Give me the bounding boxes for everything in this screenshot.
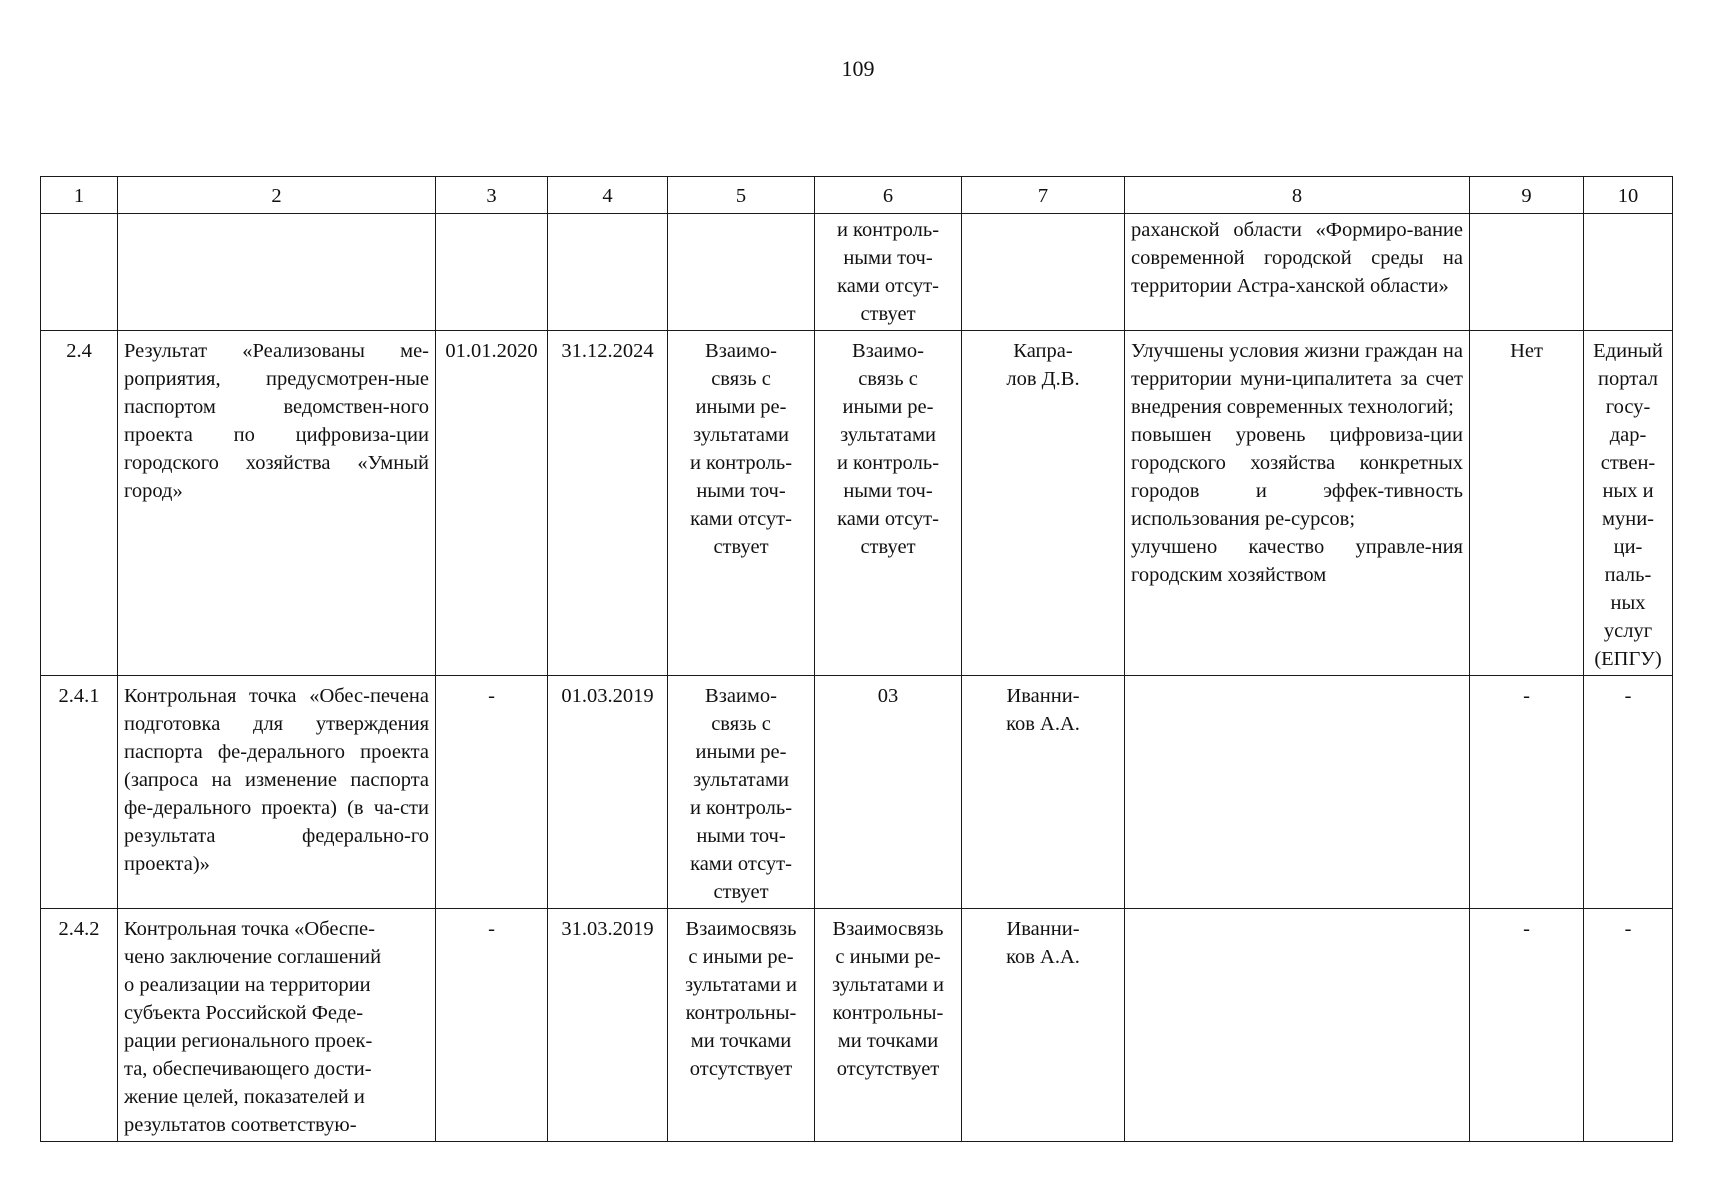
row-start-date: 01.01.2020	[436, 331, 548, 676]
row-start-date: -	[436, 676, 548, 909]
table-row	[41, 909, 1673, 1142]
row-col5: Взаимосвязь с иными ре- зультатами и контрольны- ми точками отсутствует	[668, 909, 815, 1142]
page-number: 109	[841, 56, 875, 81]
row-responsible: Иванни- ков А.А.	[962, 909, 1125, 1142]
row-responsible: Капра- лов Д.В.	[962, 331, 1125, 676]
column-number: 7	[962, 177, 1125, 214]
row-id	[41, 214, 118, 331]
row-col5: Взаимо- связь с иными ре- зультатами и контроль- ными точ- ками отсут- ствует	[668, 331, 815, 676]
row-id: 2.4.2	[41, 909, 118, 1142]
row-col6: Взаимосвязь с иными ре- зультатами и контрольны- ми точками отсутствует	[815, 909, 962, 1142]
column-number: 8	[1125, 177, 1470, 214]
column-number: 2	[118, 177, 436, 214]
row-name: Контрольная точка «Обеспе- чено заключение соглашений о реализации на территории субъекта Российской Феде- рации регионального проек- та, обеспечивающего дости- жение целей, показателей и результатов соответствую-	[118, 909, 436, 1142]
row-col9	[1470, 214, 1584, 331]
row-col10	[1584, 214, 1673, 331]
row-col6: Взаимо- связь с иными ре- зультатами и контроль- ными точ- ками отсут- ствует	[815, 331, 962, 676]
row-col9: -	[1470, 676, 1584, 909]
row-start-date: -	[436, 909, 548, 1142]
row-col5	[668, 214, 815, 331]
row-id: 2.4.1	[41, 676, 118, 909]
column-number: 6	[815, 177, 962, 214]
column-number: 9	[1470, 177, 1584, 214]
row-col10: -	[1584, 676, 1673, 909]
row-col8: раханской области «Формиро-вание современной городской среды на территории Астра-ханской области»	[1125, 214, 1470, 331]
column-number: 3	[436, 177, 548, 214]
row-col9: -	[1470, 909, 1584, 1142]
table-row	[41, 676, 1673, 909]
row-name: Контрольная точка «Обес-печена подготовка для утверждения паспорта фе-дерального проекта (запроса на изменение паспорта фе-дерального проекта) (в ча-сти результата федерально-го проекта)»	[118, 676, 436, 909]
plan-table	[40, 176, 1673, 1142]
row-col8	[1125, 909, 1470, 1142]
column-number: 4	[548, 177, 668, 214]
row-col8: Улучшены условия жизни граждан на территории муни-ципалитета за счет внедрения современных технологий; повышен уровень цифровиза-ции городского хозяйства конкретных городов и эффек-тивность использования ре-сурсов; улучшено качество управле-ния городским хозяйством	[1125, 331, 1470, 676]
table-row	[41, 214, 1673, 331]
row-name	[118, 214, 436, 331]
row-col10: Единый портал госу- дар- ствен- ных и муни- ци- паль- ных услуг (ЕПГУ)	[1584, 331, 1673, 676]
row-col5: Взаимо- связь с иными ре- зультатами и контроль- ными точ- ками отсут- ствует	[668, 676, 815, 909]
row-responsible	[962, 214, 1125, 331]
row-end-date	[548, 214, 668, 331]
row-end-date: 01.03.2019	[548, 676, 668, 909]
row-end-date: 31.03.2019	[548, 909, 668, 1142]
row-id: 2.4	[41, 331, 118, 676]
row-start-date	[436, 214, 548, 331]
row-end-date: 31.12.2024	[548, 331, 668, 676]
row-responsible: Иванни- ков А.А.	[962, 676, 1125, 909]
row-col8	[1125, 676, 1470, 909]
row-name: Результат «Реализованы ме-роприятия, предусмотрен-ные паспортом ведомствен-ного проекта по цифровиза-ции городского хозяйства «Умный город»	[118, 331, 436, 676]
column-number: 1	[41, 177, 118, 214]
row-col6: и контроль- ными точ- ками отсут- ствует	[815, 214, 962, 331]
column-number: 10	[1584, 177, 1673, 214]
column-number-row	[41, 177, 1673, 214]
row-col6: 03	[815, 676, 962, 909]
column-number: 5	[668, 177, 815, 214]
row-col9: Нет	[1470, 331, 1584, 676]
row-col10: -	[1584, 909, 1673, 1142]
table-row	[41, 331, 1673, 676]
